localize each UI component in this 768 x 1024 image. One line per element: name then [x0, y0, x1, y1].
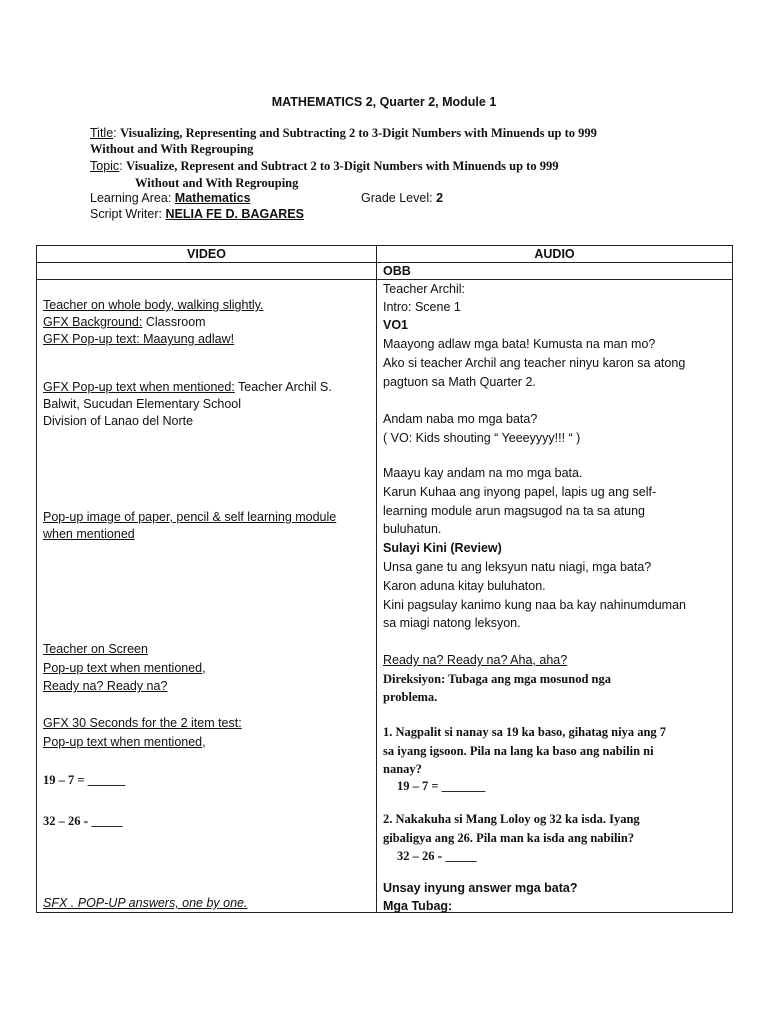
- answer-blank: _____: [91, 814, 123, 828]
- video-line: Teacher on Screen: [43, 642, 148, 656]
- audio-section-heading: Sulayi Kini (Review): [383, 541, 502, 555]
- title-text-continued: Without and With Regrouping: [90, 142, 254, 156]
- video-line: [43, 330, 234, 348]
- audio-column: [377, 280, 733, 913]
- script-writer-line: [90, 207, 304, 221]
- script-writer-label: Script Writer:: [90, 207, 162, 221]
- audio-line: Kini pagsulay kanimo kung naa ba kay nahinumduman: [383, 598, 686, 612]
- audio-line: nanay?: [383, 762, 422, 776]
- answer-blank: ______: [87, 773, 126, 787]
- learning-area-label: Learning Area:: [90, 191, 172, 205]
- video-line: SFX . POP-UP answers, one by one.: [43, 896, 248, 910]
- audio-line: problema.: [383, 690, 438, 704]
- grade-level-line: [361, 191, 443, 205]
- audio-line: VO1: [383, 318, 409, 332]
- video-line: Division of Lanao del Norte: [43, 414, 194, 428]
- audio-line: pagtuon sa Math Quarter 2.: [383, 375, 536, 389]
- audio-line: Intro: Scene 1: [383, 300, 461, 314]
- title-label: Title: [90, 126, 114, 140]
- script-body-row: [37, 280, 733, 913]
- audio-equation: [397, 847, 477, 867]
- audio-line: gibaligya ang 26. Pila man ka isda ang nabilin?: [383, 831, 635, 845]
- obb-row: [37, 263, 733, 280]
- topic-text: Visualize, Represent and Subtract 2 to 3-Digit Numbers with Minuends up to 999: [126, 159, 559, 173]
- video-line: Teacher on whole body, walking slightly.: [43, 298, 264, 312]
- audio-line: Unsa gane tu ang leksyun natu niagi, mga bata?: [383, 560, 652, 574]
- equals-sign: =: [83, 818, 89, 827]
- equation-text: 32 – 26: [397, 849, 438, 863]
- title-text: Visualizing, Representing and Subtracting 2 to 3-Digit Numbers with Minuends up to 999: [120, 126, 597, 140]
- video-line-value: Maayung adlaw!: [143, 332, 235, 346]
- audio-header: AUDIO: [377, 246, 733, 263]
- audio-line: Mga Tubag:: [383, 899, 453, 913]
- video-line-label: GFX Background:: [43, 315, 143, 329]
- audio-line: Ako si teacher Archil ang teacher ninyu karon sa atong: [383, 356, 686, 370]
- video-line: when mentioned: [43, 527, 135, 541]
- answer-blank: _______: [441, 779, 486, 793]
- document-title: MATHEMATICS 2, Quarter 2, Module 1: [271, 95, 497, 109]
- audio-line: Maayong adlaw mga bata! Kumusta na man mo?: [383, 337, 656, 351]
- audio-line: learning module arun magsugod na ta sa atung: [383, 504, 645, 518]
- learning-area-line: [90, 191, 251, 205]
- video-line-value: Teacher Archil S.: [238, 380, 332, 394]
- video-line: [43, 378, 332, 396]
- audio-line: 1. Nagpalit si nanay sa 19 ka baso, gihatag niya ang 7: [383, 725, 667, 739]
- grade-level-value: 2: [436, 191, 444, 205]
- title-line: Title: Visualizing, Representing and Subtracting 2 to 3-Digit Numbers with Minuends up to 999: [90, 126, 597, 140]
- equation-text: 19 – 7 =: [397, 779, 442, 793]
- obb-label: OBB: [377, 263, 733, 280]
- video-column: [37, 280, 377, 913]
- video-line: Balwit, Sucudan Elementary School: [43, 397, 242, 411]
- topic-text-continued: Without and With Regrouping: [135, 176, 299, 190]
- obb-video-cell: [37, 263, 377, 280]
- topic-label: Topic: [90, 159, 120, 173]
- equals-sign: =: [437, 853, 443, 862]
- video-line: Pop-up text when mentioned,: [43, 735, 206, 749]
- script-writer-value: NELIA FE D. BAGARES: [165, 207, 304, 221]
- equation-text: 32 – 26: [43, 814, 84, 828]
- equation-text: 19 – 7 =: [43, 773, 88, 787]
- audio-line: ( VO: Kids shouting “ Yeeeyyyy!!! “ ): [383, 431, 581, 445]
- audio-line: sa miagi natong leksyon.: [383, 616, 521, 630]
- video-equation: [43, 771, 125, 789]
- video-line: Pop-up text when mentioned,: [43, 661, 206, 675]
- audio-line: Karon aduna kitay buluhaton.: [383, 579, 546, 593]
- topic-line: Topic: Visualize, Represent and Subtract 2 to 3-Digit Numbers with Minuends up to 999: [90, 159, 559, 173]
- audio-line: 2. Nakakuha si Mang Loloy og 32 ka isda. Iyang: [383, 812, 640, 826]
- audio-line: buluhatun.: [383, 522, 442, 536]
- audio-line: Andam naba mo mga bata?: [383, 412, 538, 426]
- audio-line: Unsay inyung answer mga bata?: [383, 881, 578, 895]
- audio-line: Teacher Archil:: [383, 282, 465, 296]
- video-line: [43, 313, 206, 331]
- audio-equation: [397, 777, 485, 795]
- audio-line: Maayu kay andam na mo mga bata.: [383, 466, 583, 480]
- video-header: VIDEO: [37, 246, 377, 263]
- script-table: [36, 245, 733, 913]
- video-line: GFX 30 Seconds for the 2 item test:: [43, 716, 242, 730]
- audio-line: Ready na? Ready na? Aha, aha?: [383, 653, 568, 667]
- table-header-row: [37, 246, 733, 263]
- video-line-value: Classroom: [145, 315, 206, 329]
- learning-area-value: Mathematics: [174, 191, 251, 205]
- answer-blank: _____: [445, 849, 477, 863]
- video-line: Pop-up image of paper, pencil & self learning module: [43, 510, 337, 524]
- video-line-label: GFX Pop-up text when mentioned:: [43, 380, 235, 394]
- video-line-label: GFX Pop-up text:: [43, 332, 140, 346]
- grade-level-label: Grade Level:: [361, 191, 433, 205]
- audio-line: sa iyang igsoon. Pila na lang ka baso ang nabilin ni: [383, 744, 654, 758]
- audio-line: Direksiyon: Tubaga ang mga mosunod nga: [383, 672, 611, 686]
- video-line: Ready na? Ready na?: [43, 679, 168, 693]
- video-equation: [43, 812, 123, 832]
- audio-line: Karun Kuhaa ang inyong papel, lapis ug ang self-: [383, 485, 657, 499]
